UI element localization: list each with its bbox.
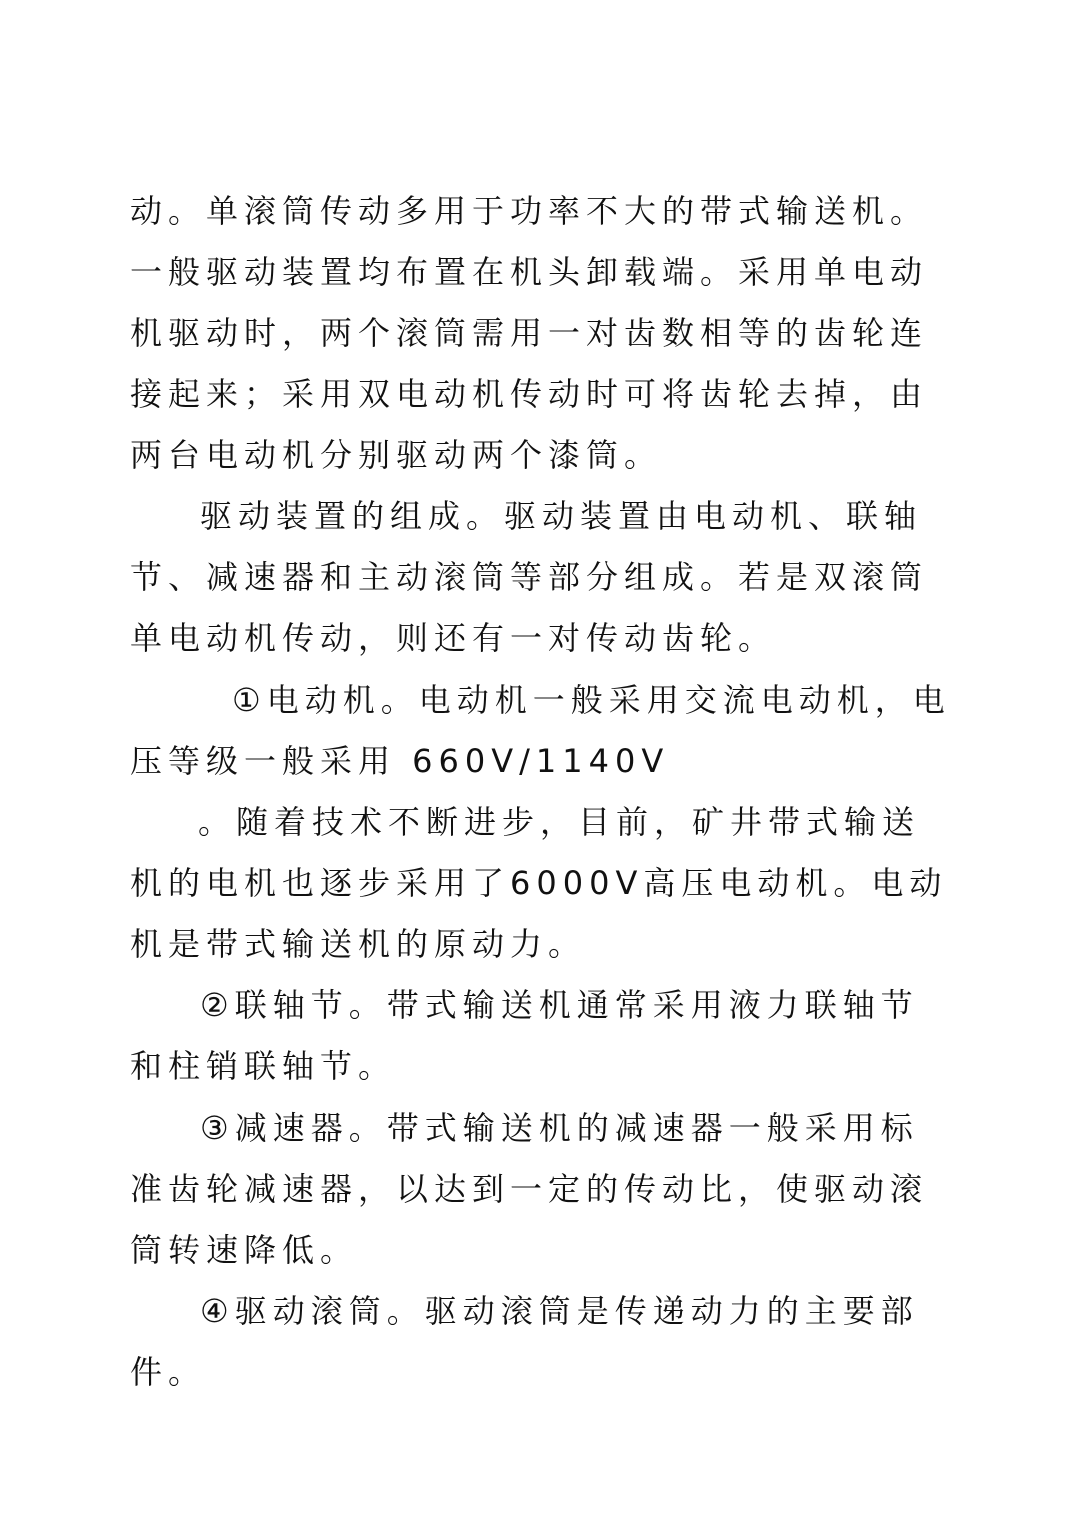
- text-line: 机是带式输送机的原动力。: [130, 925, 587, 963]
- text-line: 机驱动时，两个滚筒需用一对齿数相等的齿轮连: [130, 314, 929, 352]
- text-line: 机的电机也逐步采用了6000V高压电动机。电动: [130, 864, 948, 902]
- list-item-drive-pulley: ④驱动滚筒。驱动滚筒是传递动力的主要部: [200, 1292, 919, 1330]
- text-line: 单电动机传动，则还有一对传动齿轮。: [130, 619, 777, 657]
- text-line: 动。单滚筒传动多用于功率不大的带式输送机。: [130, 192, 929, 230]
- text-line: 。随着技术不断进步，目前，矿井带式输送: [198, 803, 921, 841]
- text-line: 两台电动机分别驱动两个漆筒。: [130, 436, 663, 474]
- text-line: 准齿轮减速器，以达到一定的传动比，使驱动滚: [130, 1170, 929, 1208]
- text-line: 接起来；采用双电动机传动时可将齿轮去掉，由: [130, 375, 929, 413]
- list-item-coupling: ②联轴节。带式输送机通常采用液力联轴节: [200, 986, 919, 1024]
- list-item-reducer: ③减速器。带式输送机的减速器一般采用标: [200, 1109, 919, 1147]
- text-line: 件。: [130, 1353, 207, 1391]
- paragraph-start: 驱动装置的组成。驱动装置由电动机、联轴: [200, 497, 923, 535]
- list-item-motor: ①电动机。电动机一般采用交流电动机，电: [232, 681, 951, 719]
- text-line: 筒转速降低。: [130, 1231, 359, 1269]
- text-line: 一般驱动装置均布置在机头卸载端。采用单电动: [130, 253, 929, 291]
- text-line: 和柱销联轴节。: [130, 1047, 397, 1085]
- text-line: 节、减速器和主动滚筒等部分组成。若是双滚筒: [130, 558, 929, 596]
- text-line: 压等级一般采用 660V/1140V: [130, 742, 670, 780]
